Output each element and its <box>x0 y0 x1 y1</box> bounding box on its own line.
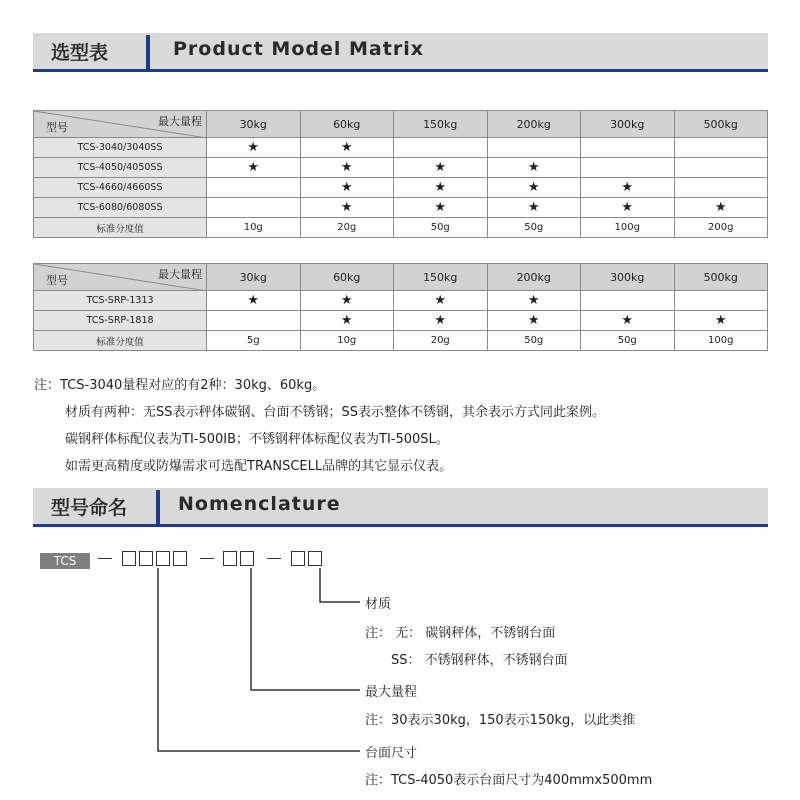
division-cell: 50g <box>487 331 581 351</box>
material-note-1: 注： 无： 碳钢秤体，不锈钢台面 <box>365 626 556 641</box>
star-cell: ★ <box>581 311 675 331</box>
capacity-header: 30kg <box>207 111 301 138</box>
division-cell: 100g <box>581 218 675 238</box>
material-note-2: SS： 不锈钢秤体，不锈钢台面 <box>391 653 568 668</box>
division-cell: 50g <box>394 218 488 238</box>
section-title-zh: 型号命名 <box>51 497 128 519</box>
header-divider <box>146 35 150 69</box>
division-label: 标准分度值 <box>34 218 207 238</box>
star-cell <box>674 158 768 178</box>
capacity-header: 200kg <box>487 111 581 138</box>
capacity-header: 60kg <box>300 111 394 138</box>
capacity-title: 最大量程 <box>365 685 418 700</box>
header-divider <box>156 490 160 524</box>
star-cell: ★ <box>207 138 301 158</box>
star-cell <box>207 311 301 331</box>
table-row <box>34 291 768 311</box>
star-cell: ★ <box>300 178 394 198</box>
tcs-prefix-box: TCS <box>40 553 90 569</box>
star-cell: ★ <box>487 198 581 218</box>
model-cell: TCS-4660/4660SS <box>34 178 207 198</box>
model-cell: TCS-SRP-1313 <box>34 291 207 311</box>
section-title-zh: 选型表 <box>51 42 109 64</box>
section-header-product-matrix <box>33 33 768 72</box>
corner-capacity-label: 最大量程 <box>158 268 202 281</box>
star-cell <box>674 178 768 198</box>
corner-model-label: 型号 <box>46 121 68 134</box>
star-cell: ★ <box>487 178 581 198</box>
table-row <box>34 198 768 218</box>
model-cell: TCS-6080/6080SS <box>34 198 207 218</box>
capacity-header: 500kg <box>674 111 768 138</box>
star-cell: ★ <box>300 311 394 331</box>
star-cell <box>207 178 301 198</box>
star-cell: ★ <box>300 198 394 218</box>
division-cell: 10g <box>300 331 394 351</box>
division-label: 标准分度值 <box>34 331 207 351</box>
star-cell <box>487 138 581 158</box>
note-line: 注：TCS-3040量程对应的有2种：30kg、60kg。 <box>34 378 326 393</box>
connector-lines <box>0 540 800 800</box>
division-cell: 5g <box>207 331 301 351</box>
capacity-header: 300kg <box>581 264 675 291</box>
star-cell: ★ <box>300 291 394 311</box>
star-cell <box>581 291 675 311</box>
size-title: 台面尺寸 <box>365 746 418 761</box>
star-cell: ★ <box>581 178 675 198</box>
model-cell: TCS-3040/3040SS <box>34 138 207 158</box>
capacity-header: 60kg <box>300 264 394 291</box>
model-cell: TCS-SRP-1818 <box>34 311 207 331</box>
corner-model-label: 型号 <box>46 274 68 287</box>
division-cell: 100g <box>674 331 768 351</box>
star-cell: ★ <box>394 178 488 198</box>
division-cell: 10g <box>207 218 301 238</box>
model-cell: TCS-4050/4050SS <box>34 158 207 178</box>
star-cell: ★ <box>300 158 394 178</box>
capacity-note: 注：30表示30kg，150表示150kg，以此类推 <box>365 713 636 728</box>
material-title: 材质 <box>365 597 392 612</box>
star-cell: ★ <box>394 158 488 178</box>
model-matrix-table-1 <box>33 110 768 238</box>
division-cell: 50g <box>487 218 581 238</box>
star-cell <box>581 138 675 158</box>
division-cell: 200g <box>674 218 768 238</box>
size-note: 注：TCS-4050表示台面尺寸为400mmx500mm <box>365 773 653 788</box>
table-row <box>34 178 768 198</box>
star-cell <box>674 291 768 311</box>
notes <box>34 372 605 480</box>
star-cell: ★ <box>207 158 301 178</box>
division-row <box>34 331 768 351</box>
note-line: 材质有两种：无SS表示秤体碳钢、台面不锈钢；SS表示整体不锈钢，其余表示方式同此案例。 <box>65 405 606 420</box>
table-corner <box>34 264 207 291</box>
star-cell <box>207 198 301 218</box>
star-cell: ★ <box>581 198 675 218</box>
table-row <box>34 138 768 158</box>
capacity-header: 200kg <box>487 264 581 291</box>
division-row <box>34 218 768 238</box>
nomenclature-diagram <box>0 540 800 800</box>
capacity-header: 150kg <box>394 264 488 291</box>
star-cell: ★ <box>674 198 768 218</box>
star-cell: ★ <box>487 158 581 178</box>
division-cell: 20g <box>394 331 488 351</box>
star-cell: ★ <box>487 311 581 331</box>
star-cell <box>394 138 488 158</box>
section-title-en: Nomenclature <box>178 493 341 515</box>
capacity-header: 30kg <box>207 264 301 291</box>
table-corner <box>34 111 207 138</box>
star-cell: ★ <box>674 311 768 331</box>
star-cell <box>581 158 675 178</box>
section-header-nomenclature <box>33 488 768 527</box>
capacity-header: 500kg <box>674 264 768 291</box>
star-cell <box>674 138 768 158</box>
star-cell: ★ <box>394 291 488 311</box>
star-cell: ★ <box>207 291 301 311</box>
division-cell: 20g <box>300 218 394 238</box>
table-row <box>34 158 768 178</box>
star-cell: ★ <box>394 311 488 331</box>
table-row <box>34 311 768 331</box>
star-cell: ★ <box>394 198 488 218</box>
star-cell: ★ <box>487 291 581 311</box>
division-cell: 50g <box>581 331 675 351</box>
note-line: 如需更高精度或防爆需求可选配TRANSCELL品牌的其它显示仪表。 <box>65 459 453 474</box>
star-cell: ★ <box>300 138 394 158</box>
capacity-header: 300kg <box>581 111 675 138</box>
corner-capacity-label: 最大量程 <box>158 115 202 128</box>
model-matrix-table-2 <box>33 263 768 351</box>
note-line: 碳钢秤体标配仪表为TI-500IB；不锈钢秤体标配仪表为TI-500SL。 <box>65 432 449 447</box>
section-title-en: Product Model Matrix <box>173 38 424 60</box>
capacity-header: 150kg <box>394 111 488 138</box>
